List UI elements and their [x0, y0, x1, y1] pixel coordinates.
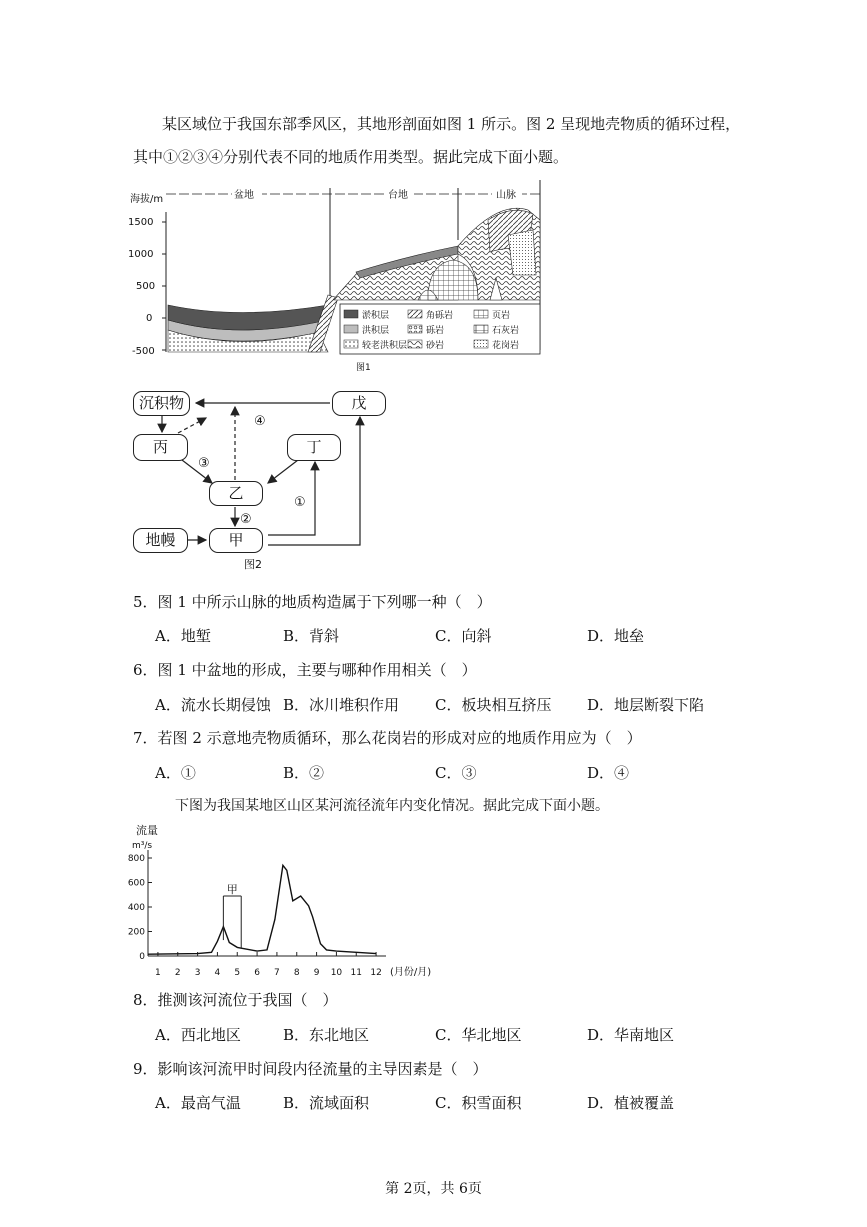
option-text: 冰川堆积作用 [309, 696, 400, 714]
q9-option-d[interactable] [587, 1092, 674, 1113]
legend-item: 花岗岩 [492, 341, 520, 351]
option-key: A． [155, 627, 181, 645]
question-number: 9． [133, 1060, 158, 1078]
q7-option-a[interactable] [155, 762, 196, 783]
q8-option-a[interactable] [155, 1024, 241, 1045]
process-2-label: ② [240, 512, 252, 527]
ytick: 1500 [128, 217, 154, 228]
x-tick-label: 3 [194, 968, 201, 978]
option-key: B． [283, 627, 310, 645]
question-number: 6． [133, 661, 158, 679]
region-basin: 盆地 [234, 190, 254, 201]
node-sediment: 沉积物 [133, 391, 190, 416]
ytick: 1000 [128, 249, 154, 260]
option-key: A． [155, 764, 181, 782]
q5-option-d[interactable] [587, 625, 644, 646]
figure1-caption: 图1 [356, 363, 371, 373]
legend-item: 较老洪积层 [362, 341, 408, 351]
intro-line-1: 某区域位于我国东部季风区，其地形剖面如图 1 所示。图 2 呈现地壳物质的循环过程， [162, 115, 741, 133]
question-5 [133, 591, 492, 612]
node-bing: 丙 [133, 434, 188, 461]
q8-option-d[interactable] [587, 1024, 674, 1045]
option-text: 地垒 [614, 627, 645, 645]
option-key: B． [283, 1026, 310, 1044]
x-tick-label: 2 [174, 968, 181, 978]
x-tick-label: 5 [234, 968, 241, 978]
q7-option-c[interactable] [435, 762, 477, 783]
q6-option-a[interactable] [155, 694, 271, 715]
option-key: C． [435, 1094, 462, 1112]
chart-ylabel-1: 流量 [136, 824, 158, 837]
option-text: 向斜 [461, 627, 492, 645]
q9-option-c[interactable] [435, 1092, 522, 1113]
q5-option-b[interactable] [283, 625, 339, 646]
option-text: 华北地区 [461, 1026, 522, 1044]
node-yi: 乙 [209, 481, 263, 506]
q6-option-b[interactable] [283, 694, 399, 715]
legend-item: 淤积层 [362, 311, 390, 321]
option-key: B． [283, 764, 310, 782]
option-text: 地层断裂下陷 [614, 696, 705, 714]
legend-item: 洪积层 [362, 326, 390, 336]
q8-option-c[interactable] [435, 1024, 522, 1045]
question-6 [133, 659, 477, 680]
option-key: D． [587, 1026, 615, 1044]
process-3-label: ③ [198, 456, 210, 471]
option-key: D． [587, 1094, 615, 1112]
option-text: 东北地区 [309, 1026, 370, 1044]
question-stem: 图 1 中盆地的形成，主要与哪种作用相关（ ） [157, 661, 477, 679]
x-tick-label: 1 [155, 968, 161, 978]
y-axis-label: 海拔/m [130, 194, 164, 205]
legend-item: 石灰岩 [492, 326, 520, 336]
question-9 [133, 1058, 488, 1079]
q5-option-c[interactable] [435, 625, 492, 646]
ytick: -500 [132, 346, 155, 357]
option-key: C． [435, 696, 462, 714]
question-stem: 图 1 中所示山脉的地质构造属于下列哪一种（ ） [157, 593, 492, 611]
runoff-series-line [148, 865, 376, 954]
option-text: 植被覆盖 [614, 1094, 675, 1112]
option-text: 流域面积 [309, 1094, 370, 1112]
q9-option-a[interactable] [155, 1092, 241, 1113]
figure2-caption: 图2 [244, 558, 262, 571]
question-stem: 若图 2 示意地壳物质循环，那么花岗岩的形成对应的地质作用应为（ ） [157, 729, 642, 747]
node-jia: 甲 [209, 528, 263, 553]
option-text: 板块相互挤压 [461, 696, 552, 714]
x-tick-label: 12 [370, 968, 382, 978]
option-key: C． [435, 627, 462, 645]
option-text: 背斜 [309, 627, 340, 645]
option-key: C． [435, 1026, 462, 1044]
page-footer: 第 2页，共 6页 [385, 1181, 482, 1197]
y-tick-label: 800 [128, 854, 145, 864]
runoff-chart [128, 818, 458, 983]
x-tick-label: 9 [313, 968, 320, 978]
option-text: 流水长期侵蚀 [180, 696, 271, 714]
option-key: A． [155, 1026, 181, 1044]
y-tick-label: 0 [139, 952, 145, 962]
x-tick-label: 8 [293, 968, 300, 978]
q6-option-d[interactable] [587, 694, 704, 715]
option-key: B． [283, 1094, 310, 1112]
question-8 [133, 989, 338, 1010]
option-text: 地堑 [180, 627, 211, 645]
chart-xlabel: (月份/月) [390, 967, 432, 978]
question-number: 5． [133, 593, 158, 611]
node-ding: 丁 [287, 434, 341, 461]
option-key: B． [283, 696, 310, 714]
y-tick-label: 200 [128, 927, 145, 938]
option-key: A． [155, 1094, 181, 1112]
intro-2: 下图为我国某地区山区某河流径流年内变化情况。据此完成下面小题。 [175, 798, 609, 814]
option-text: ④ [614, 764, 630, 782]
q7-option-b[interactable] [283, 762, 324, 783]
option-text: 最高气温 [180, 1094, 241, 1112]
question-number: 8． [133, 991, 158, 1009]
option-text: 华南地区 [614, 1026, 675, 1044]
option-key: A． [155, 696, 181, 714]
question-number: 7． [133, 729, 158, 747]
q5-option-a[interactable] [155, 625, 211, 646]
q6-option-c[interactable] [435, 694, 552, 715]
node-wu: 戊 [332, 391, 386, 416]
node-mantle: 地幔 [133, 528, 188, 553]
question-stem: 推测该河流位于我国（ ） [157, 991, 338, 1009]
question-stem: 影响该河流甲时间段内径流量的主导因素是（ ） [157, 1060, 488, 1078]
legend-item: 砂岩 [426, 341, 445, 351]
q8-option-b[interactable] [283, 1024, 369, 1045]
q7-option-d[interactable] [587, 762, 629, 783]
q9-option-b[interactable] [283, 1092, 369, 1113]
x-tick-label: 10 [330, 968, 343, 978]
y-tick-label: 600 [128, 878, 145, 889]
legend-item: 砾岩 [426, 326, 445, 336]
chart-ylabel-2: m³/s [132, 841, 153, 851]
option-key: C． [435, 764, 462, 782]
legend-item: 角砾岩 [426, 311, 454, 321]
ytick: 0 [146, 313, 153, 324]
x-tick-label: 6 [254, 968, 260, 978]
region-terrace: 台地 [388, 190, 408, 201]
y-tick-label: 400 [128, 903, 145, 913]
option-text: ① [180, 764, 196, 782]
question-7 [133, 727, 642, 748]
process-1-label: ① [294, 495, 306, 510]
intro-line-2: 其中①②③④分别代表不同的地质作用类型。据此完成下面小题。 [133, 148, 569, 166]
option-text: ③ [461, 764, 477, 782]
process-4-label: ④ [254, 414, 266, 429]
option-key: D． [587, 764, 615, 782]
x-tick-label: 11 [350, 968, 362, 978]
annotation-label: 甲 [226, 882, 238, 896]
option-text: 西北地区 [180, 1026, 241, 1044]
ytick: 500 [136, 281, 156, 292]
x-tick-label: 7 [274, 968, 280, 978]
legend-item: 页岩 [492, 311, 511, 321]
option-key: D． [587, 696, 615, 714]
region-mountain: 山脉 [496, 190, 516, 201]
option-text: 积雪面积 [461, 1094, 522, 1112]
option-key: D． [587, 627, 615, 645]
x-tick-label: 4 [214, 968, 221, 978]
figure1-terrain-profile [128, 180, 548, 375]
option-text: ② [309, 764, 325, 782]
